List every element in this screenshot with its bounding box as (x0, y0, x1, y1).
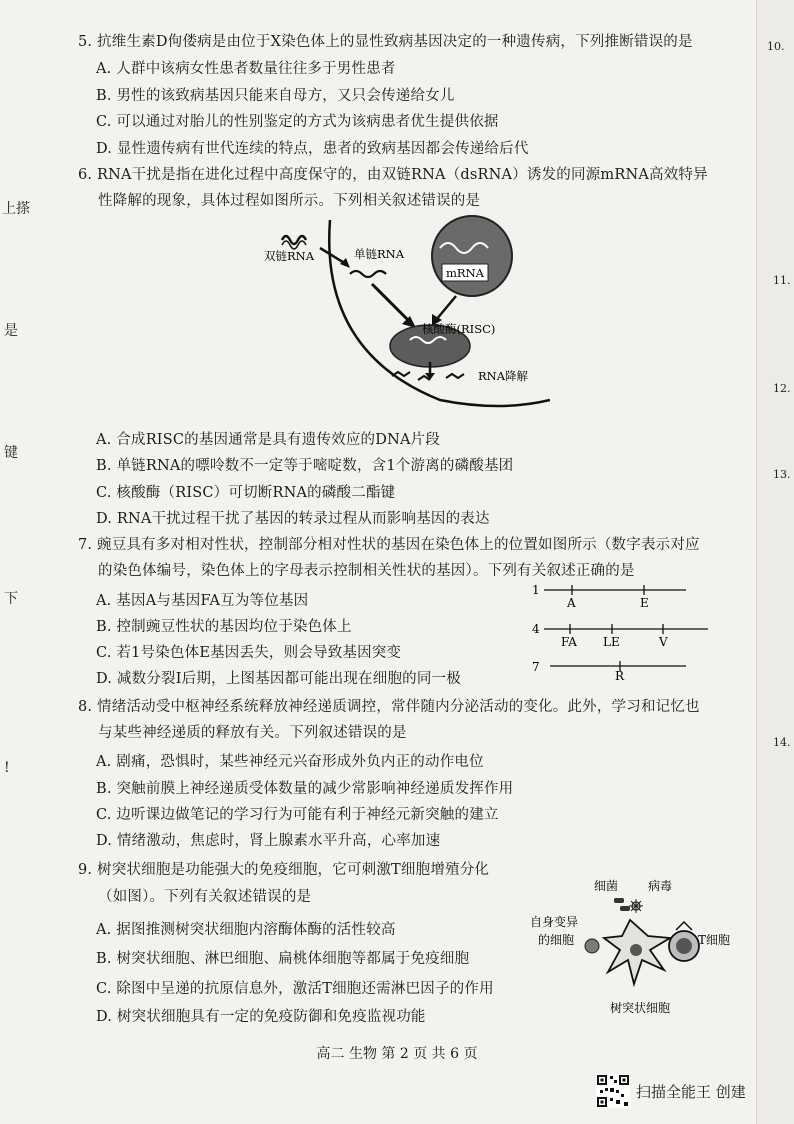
label-mrna: mRNA (446, 266, 484, 280)
arrowhead (340, 258, 350, 268)
adjacent-question-number: 12. (773, 382, 791, 395)
q8-option-d: D. 情绪激动，焦虑时，肾上腺素水平升高，心率加速 (96, 833, 441, 849)
q7-option-c: C. 若1号染色体E基因丢失，则会导致基因突变 (96, 645, 402, 661)
label-dsrna: 双链RNA (264, 249, 315, 263)
q8-option-a: A. 剧痛，恐惧时，某些神经元兴奋形成外负内正的动作电位 (96, 754, 484, 770)
gene-label: E (640, 596, 649, 610)
label-ssrna: 单链RNA (354, 247, 405, 261)
dsrna-strand (282, 236, 306, 244)
label-self-mutant-cell: 的细胞 (538, 933, 575, 947)
q9-stem-line1: 9. 树突状细胞是功能强大的免疫细胞，它可刺激T细胞增殖分化 (78, 862, 490, 878)
q5-option-a: A. 人群中该病女性患者数量往往多于男性患者 (96, 61, 396, 77)
label-bacteria: 细菌 (594, 879, 619, 893)
adjacent-question-number: 11. (773, 274, 791, 287)
label-risc: 核酸酶(RISC) (422, 322, 496, 336)
dendritic-cell-nucleus (630, 944, 642, 956)
q6-option-a: A. 合成RISC的基因通常是具有遗传效应的DNA片段 (96, 432, 441, 448)
q9-option-a: A. 据图推测树突状细胞内溶酶体酶的活性较高 (96, 922, 396, 938)
qr-code-icon (596, 1074, 630, 1108)
arrow-to-risc (372, 284, 410, 322)
gene-label: V (659, 635, 668, 649)
gene-label: R (615, 669, 625, 682)
t-cell-nucleus (676, 938, 692, 954)
margin-fragment: 是 (4, 323, 18, 339)
t-cell-receptor (676, 922, 692, 930)
q8-stem-line2: 与某些神经递质的释放有关。下列叙述错误的是 (98, 725, 407, 741)
label-rna-degradation: RNA降解 (478, 369, 529, 383)
q8-option-b: B. 突触前膜上神经递质受体数量的减少常影响神经递质发挥作用 (96, 781, 514, 797)
adjacent-page-edge (756, 0, 794, 1124)
q8-stem-line1: 8. 情绪活动受中枢神经系统释放神经递质调控，常伴随内分泌活动的变化。此外，学习和记忆也 (78, 699, 700, 715)
q7-option-b: B. 控制豌豆性状的基因均位于染色体上 (96, 619, 352, 635)
adjacent-question-number: 10. (767, 40, 785, 53)
adjacent-question-number: 14. (773, 736, 791, 749)
bacterium-icon (614, 898, 624, 903)
chromosome-number: 4 (532, 622, 540, 636)
margin-fragment: 键 (4, 445, 18, 461)
virus-icon (629, 899, 643, 913)
page-footer: 高二 生物 第 2 页 共 6 页 (316, 1046, 478, 1062)
q5-option-c: C. 可以通过对胎儿的性别鉴定的方式为该病患者优生提供依据 (96, 114, 499, 130)
adjacent-question-number: 13. (773, 468, 791, 481)
q9-stem-line2: （如图）。下列有关叙述错误的是 (98, 889, 312, 905)
q9-option-d: D. 树突状细胞具有一定的免疫防御和免疫监视功能 (96, 1009, 426, 1025)
chromosome-gene-map (530, 582, 720, 682)
mutant-cell-icon (585, 939, 599, 953)
margin-fragment: 下 (4, 591, 18, 607)
bacterium-icon (620, 906, 630, 911)
label-dendritic-cell: 树突状细胞 (610, 1001, 671, 1015)
watermark-text: 扫描全能王 创建 (636, 1082, 746, 1101)
arrow-mrna-to-risc (436, 296, 456, 320)
nucleus (432, 216, 512, 296)
label-self-mutant-cell: 自身变异 (530, 915, 579, 929)
q6-option-b: B. 单链RNA的嘌呤数不一定等于嘧啶数，含1个游离的磷酸基团 (96, 458, 514, 474)
label-t-cell: T细胞 (698, 933, 731, 947)
gene-label: FA (561, 635, 577, 649)
rna-interference-diagram (250, 212, 550, 412)
q7-option-a: A. 基因A与基因FA互为等位基因 (96, 593, 309, 609)
q7-option-d: D. 减数分裂Ⅰ后期，上图基因都可能出现在细胞的同一极 (96, 671, 461, 687)
q6-option-d: D. RNA干扰过程干扰了基因的转录过程从而影响基因的表达 (96, 511, 490, 527)
q9-option-c: C. 除图中呈递的抗原信息外，激活T细胞还需淋巴因子的作用 (96, 981, 494, 997)
chromosome-number: 7 (532, 660, 540, 674)
margin-fragment: ! (4, 760, 10, 776)
gene-label: A (567, 596, 576, 610)
q6-option-c: C. 核酸酶（RISC）可切断RNA的磷酸二酯键 (96, 485, 396, 501)
q5-stem: 5. 抗维生素D佝偻病是由位于X染色体上的显性致病基因决定的一种遗传病，下列推断错误的是 (78, 34, 693, 50)
arrow-to-ssrna (320, 248, 346, 264)
ssrna-strand (350, 271, 386, 277)
q7-stem-line1: 7. 豌豆具有多对相对性状，控制部分相对性状的基因在染色体上的位置如图所示（数字表示对应 (78, 537, 700, 553)
q9-option-b: B. 树突状细胞、淋巴细胞、扁桃体细胞等都属于免疫细胞 (96, 951, 470, 967)
q6-stem-line2: 性降解的现象，具体过程如图所示。下列相关叙述错误的是 (98, 193, 481, 209)
margin-fragment: 上搽 (2, 201, 30, 217)
gene-label: LE (603, 635, 620, 649)
rna-fragment (392, 372, 410, 376)
q7-stem-line2: 的染色体编号，染色体上的字母表示控制相关性状的基因）。下列有关叙述正确的是 (98, 563, 635, 579)
q6-stem-line1: 6. RNA干扰是指在进化过程中高度保守的，由双链RNA（dsRNA）诱发的同源mRNA高效特异 (78, 167, 708, 183)
label-virus: 病毒 (648, 879, 673, 893)
scanner-watermark (596, 1074, 746, 1108)
q5-option-d: D. 显性遗传病有世代连续的特点，患者的致病基因都会传递给后代 (96, 141, 529, 157)
q8-option-c: C. 边听课边做笔记的学习行为可能有利于神经元新突触的建立 (96, 807, 499, 823)
dendritic-cell-diagram (530, 876, 750, 1034)
chromosome-number: 1 (532, 583, 540, 597)
q5-option-b: B. 男性的该致病基因只能来自母方，又只会传递给女儿 (96, 88, 455, 104)
rna-fragment (446, 374, 464, 378)
